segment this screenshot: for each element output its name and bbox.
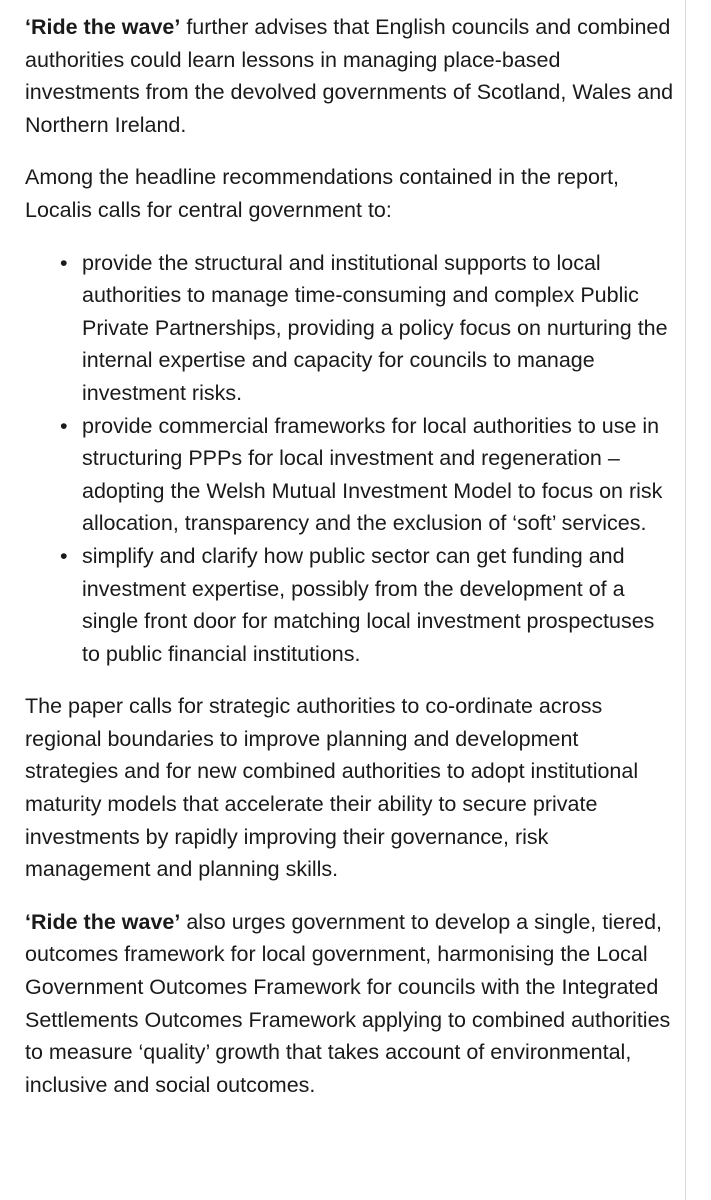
report-title-bold: ‘Ride the wave’ bbox=[25, 15, 181, 39]
paragraph-text: further advises that English councils and combined authorities could learn lessons in managing place-based investments from the devolved governments of Scotland, Wales and Northern Ireland. bbox=[25, 15, 674, 137]
paragraph-recommendations-intro: Among the headline recommendations contained in the report, Localis calls for central government to: bbox=[25, 165, 620, 222]
paragraph-text: also urges government to develop a single, tiered, outcomes framework for local government, harmonising the Local Government Outcomes Framework for councils with the Integrated Settlements Outcomes Framework applying to combined authorities to measure ‘quality’ growth that takes account of environmental, inclusive and social outcomes. bbox=[25, 909, 671, 1097]
recommendations-list bbox=[25, 247, 675, 671]
paragraph-outcomes-framework bbox=[25, 906, 675, 1102]
paragraph-strategic-authorities: The paper calls for strategic authorities to co-ordinate across regional boundaries to improve planning and development strategies and for new combined authorities to adopt institutional maturity models that accelerate their ability to secure private investments by rapidly improving their governance, risk management and planning skills. bbox=[25, 694, 639, 882]
list-item: • provide the structural and institutional supports to local authorities to manage time-consuming and complex Public Private Partnerships, providing a policy focus on nurturing the internal expertise and capacity for councils to manage investment risks. bbox=[82, 247, 675, 410]
article-body bbox=[25, 11, 675, 1121]
paragraph-lessons bbox=[25, 11, 675, 141]
list-item: • provide commercial frameworks for local authorities to use in structuring PPPs for local investment and regeneration – adopting the Welsh Mutual Investment Model to focus on risk allocation, transparency and the exclusion of ‘soft’ services. bbox=[82, 410, 675, 540]
report-title-bold: ‘Ride the wave’ bbox=[25, 909, 181, 934]
page-edge-divider bbox=[685, 0, 686, 1200]
list-item: • simplify and clarify how public sector can get funding and investment expertise, possibly from the development of a single front door for matching local investment prospectuses to public financial institutions. bbox=[82, 540, 675, 670]
